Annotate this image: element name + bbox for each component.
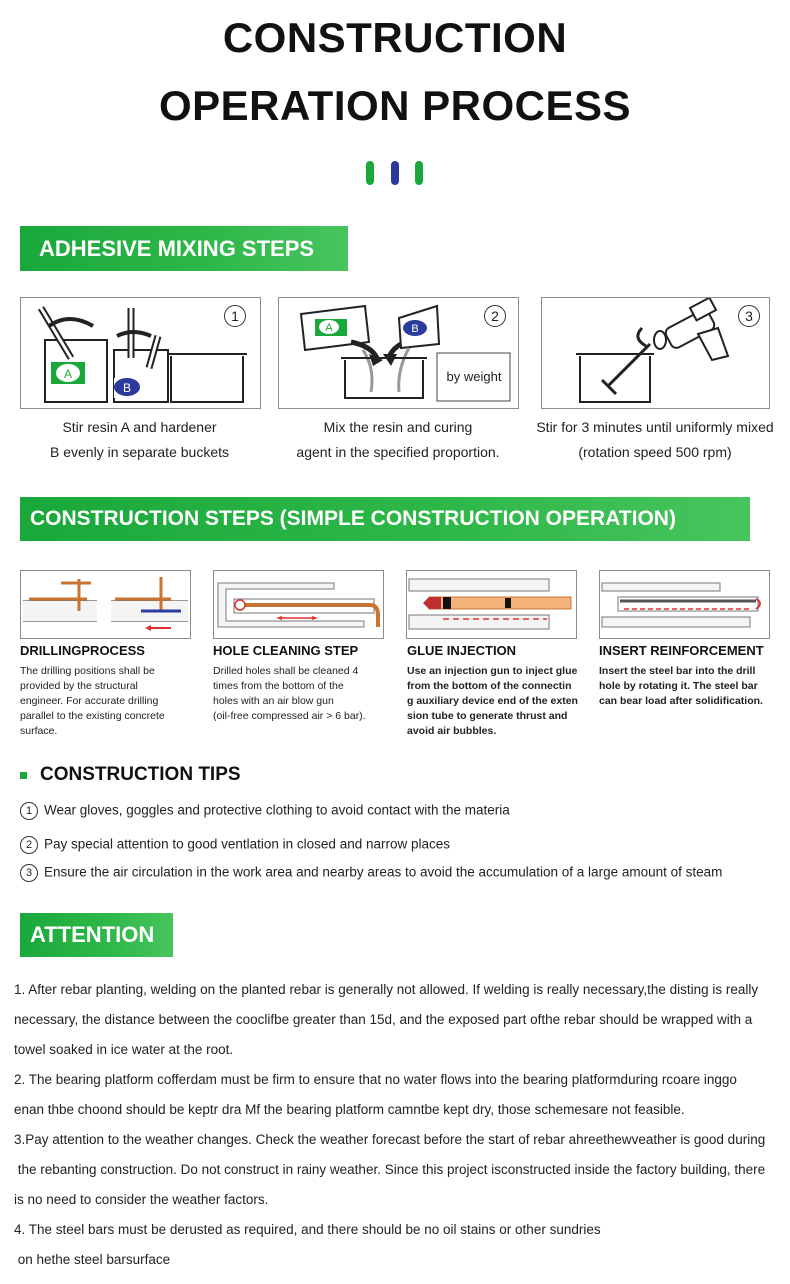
drilling-illustration [20, 570, 191, 639]
insert-reinforcement-step [599, 643, 784, 709]
attention-text [14, 975, 786, 1275]
drilling-title: DRILLINGPROCESS [20, 643, 145, 658]
tip-item-1: 1 Wear gloves, goggles and protective clothing to avoid contact with the materia [20, 802, 510, 820]
drilling-step [20, 643, 200, 739]
attention-line: is no need to consider the weather factors. [14, 1192, 269, 1207]
mixing-step-2-caption: Mix the resin and curing agent in the specified proportion. [296, 419, 500, 460]
dot-3 [415, 161, 423, 185]
injection-tube-icon [407, 571, 576, 638]
attention-line: towel soaked in ice water at the root. [14, 1042, 234, 1057]
mixing-banner: ADHESIVE MIXING STEPS [20, 226, 348, 271]
mixing-step-2-illustration [278, 297, 519, 409]
hole-cleaning-step [213, 643, 398, 724]
construction-banner: CONSTRUCTION STEPS (SIMPLE CONSTRUCTION OPERATION) [20, 497, 750, 541]
tip-item-2: 2 Pay special attention to good ventlation in closed and narrow places [20, 836, 450, 854]
glue-injection-step [407, 643, 592, 739]
attention-line: the rebanting construction. Do not construct in rainy weather. Since this project isconstructed inside the factory building, there [14, 1162, 766, 1177]
hole-cleaning-illustration [213, 570, 384, 639]
drill-mixer-icon [542, 298, 769, 408]
attention-line: necessary, the distance between the cooclifbe greater than 15d, and the exposed part ofthe rebar should be wrapped with a [14, 1012, 753, 1027]
attention-line: 1. After rebar planting, welding on the planted rebar is generally not allowed. If welding is really necessary,the disting is really [14, 982, 759, 997]
drilling-icon [21, 571, 190, 638]
insert-reinforcement-title: INSERT REINFORCEMENT [599, 643, 764, 658]
mixing-step-3-illustration [541, 297, 770, 409]
pour-and-mix-icon [279, 298, 518, 408]
insert-reinforcement-illustration [599, 570, 770, 639]
attention-line: 2. The bearing platform cofferdam must be firm to ensure that no water flows into the bearing platformduring rcoare inggo [14, 1072, 737, 1087]
hole-cleaning-description: Drilled holes shall be cleaned 4 times from the bottom of the holes with an air blow gun (oil-free compressed air > 6 bar). [213, 665, 366, 722]
glue-injection-illustration [406, 570, 577, 639]
step-number: 3 [738, 305, 760, 327]
step-number: 1 [224, 305, 246, 327]
dot-1 [366, 161, 374, 185]
page-title-line2: OPERATION PROCESS [158, 82, 632, 129]
mixing-step-1-illustration [20, 297, 261, 409]
decorative-dots [0, 161, 790, 185]
circled-number-icon: 2 [20, 836, 38, 854]
step-number: 2 [484, 305, 506, 327]
page-title-line1: CONSTRUCTION [222, 14, 568, 61]
attention-line: on hethe steel barsurface [14, 1252, 171, 1267]
mixing-step-1-caption: Stir resin A and hardener B evenly in separate buckets [50, 419, 229, 460]
dot-2 [391, 161, 399, 185]
glue-injection-title: GLUE INJECTION [407, 643, 517, 658]
air-blow-gun-icon [214, 571, 383, 638]
attention-banner: ATTENTION [20, 913, 173, 957]
hole-cleaning-title: HOLE CLEANING STEP [213, 643, 359, 658]
attention-line: 4. The steel bars must be derusted as required, and there should be no oil stains or other sundries [14, 1222, 601, 1237]
tips-heading: CONSTRUCTION TIPS [40, 764, 241, 785]
label-a: A [325, 322, 333, 334]
insert-reinforcement-description: Insert the steel bar into the drill hole by rotating it. The steel bar can bear load after solidification. [599, 665, 763, 707]
circled-number-icon: 3 [20, 864, 38, 882]
label-b: B [411, 323, 419, 335]
attention-line: 3.Pay attention to the weather changes. Check the weather forecast before the start of rebar ahreethewveather is good during [14, 1132, 766, 1147]
label-b: B [122, 381, 132, 395]
label-a: A [63, 367, 73, 381]
circled-number-icon: 1 [20, 802, 38, 820]
tip-item-3: 3 Ensure the air circulation in the work area and nearby areas to avoid the accumulation of a large amount of steam [20, 864, 722, 882]
glue-injection-description: Use an injection gun to inject glue from the bottom of the connectin g auxiliary device end of the exten sion tube to generate thrust and avoid air bubbles. [407, 665, 578, 737]
by-weight-label: by weight [446, 369, 502, 384]
drilling-description: The drilling positions shall be provided by the structural engineer. For accurate drilling parallel to the existing concrete surface. [20, 665, 165, 737]
attention-line: enan thbe choond should be keptr dra Mf the bearing platform camntbe kept dry, those schemesare not feasible. [14, 1102, 685, 1117]
bullet-icon [20, 772, 27, 779]
steel-bar-icon [600, 571, 769, 638]
mixing-step-3-caption: Stir for 3 minutes until uniformly mixed (rotation speed 500 rpm) [536, 419, 774, 460]
